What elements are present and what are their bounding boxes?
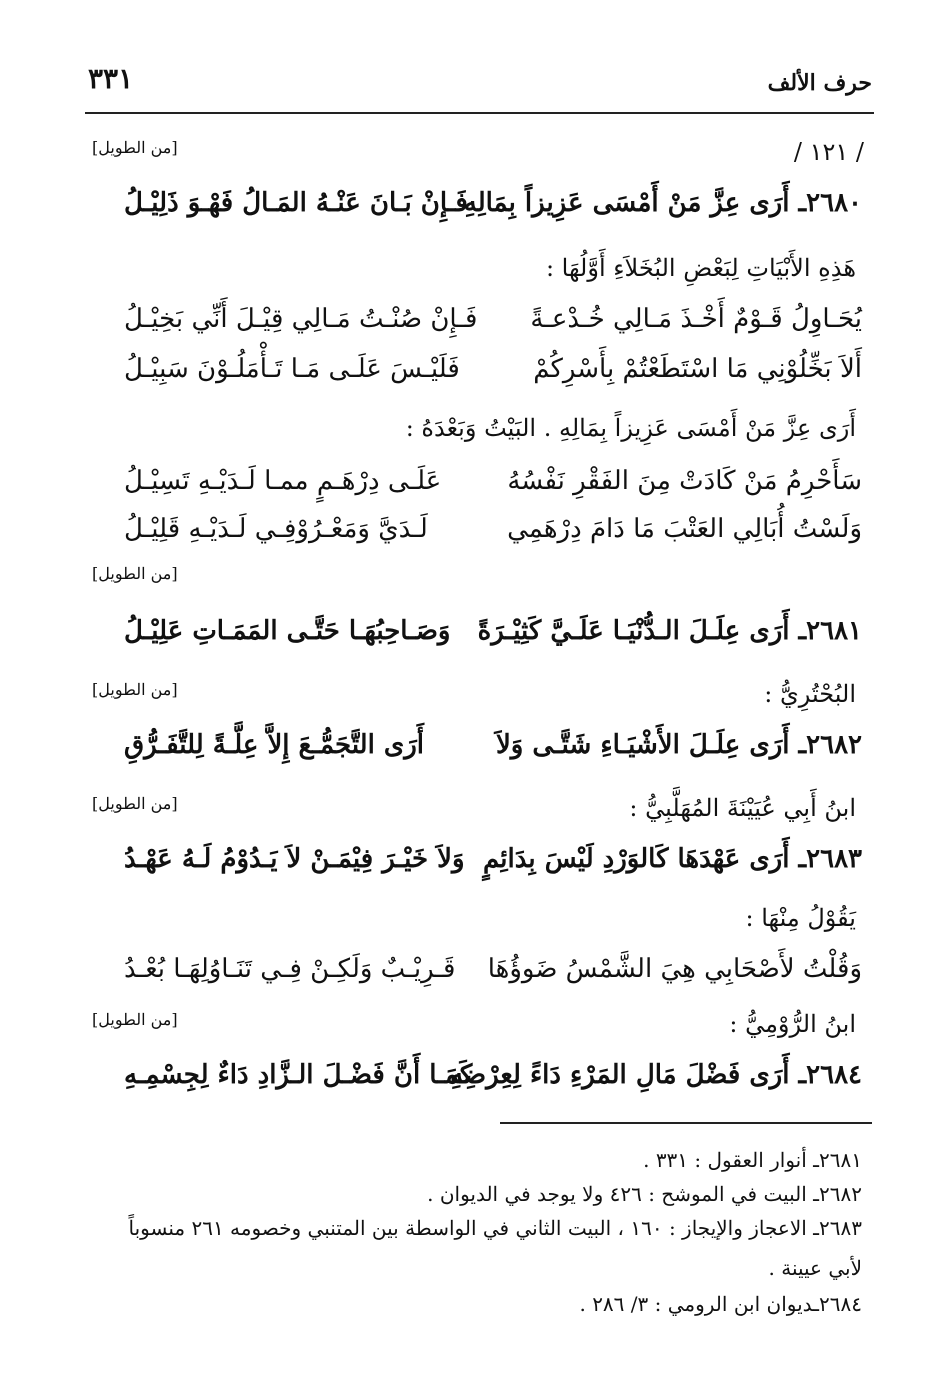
footnote-continuation: لأبي عيينة .: [768, 1256, 862, 1280]
meter-label: [من الطويل]: [92, 138, 178, 157]
footnote: ٢٦٨٤ـديوان ابن الرومي : ٣/ ٢٨٦ .: [579, 1292, 862, 1316]
verse-2680-second-hemistich: فَـإِنْ بَـانَ عَنْـهُ المَـالُ فَهْـوَ ذَلِيْـلُ: [124, 188, 468, 218]
intro-text: يَقُوْلُ مِنْهَا :: [745, 904, 856, 932]
poet-name: ابنُ الرُّوْمِيُّ :: [729, 1010, 856, 1038]
intro-text: أَرَى عِزَّ مَنْ أَمْسَى عَزِيزاً بِمَالِهِ . البَيْتُ وَبَعْدَهُ :: [405, 414, 856, 442]
verse-second-hemistich: فَـإِنْ صُنْـتُ مَـالِي قِيْـلَ أَنِّي بَخِيْـلُ: [124, 304, 478, 334]
footnote: ٢٦٨١ـ أنوار العقول : ٣٣١ .: [643, 1148, 862, 1172]
meter-label: [من الطويل]: [92, 564, 178, 583]
poet-name: ابنُ أَبِي عُيَيْنَةَ المُهَلَّبِيُّ :: [629, 794, 856, 822]
footnote-separator: [500, 1122, 872, 1124]
verse-2684-first-hemistich: ٢٦٨٤ـ أَرَى فَضْلَ مَالِ المَرْءِ دَاءً لِعِرْضِهِ: [450, 1060, 862, 1090]
chapter-title: حرف الألف: [767, 70, 872, 96]
verse-2684-second-hemistich: كَمَـا أَنَّ فَضْـلَ الـزَّادِ دَاءٌ لِجِسْمِـهِ: [124, 1060, 473, 1090]
verse-second-hemistich: لَـدَيَّ وَمَعْـرُوْفِـي لَـدَيْـهِ قَلِيْـلُ: [124, 514, 428, 544]
verse-second-hemistich: قَـرِيْـبٌ وَلَكِـنْ فِـي تَنَـاوُلِهَـا بُعْـدُ: [124, 954, 456, 984]
page-number: ٣٣١: [88, 62, 134, 95]
section-number: / ١٢١ /: [793, 138, 864, 166]
verse-2680-first-hemistich: ٢٦٨٠ـ أَرَى عِزَّ مَنْ أَمْسَى عَزِيزاً بِمَالِهِ: [463, 188, 862, 218]
verse-second-hemistich: فَلَيْـسَ عَلَـى مَـا تَـأْمَلُـوْنَ سَبِيْـلُ: [124, 354, 460, 384]
poet-name: البُحْتُرِيُّ :: [764, 680, 856, 708]
meter-label: [من الطويل]: [92, 680, 178, 699]
verse-2682-first-hemistich: ٢٦٨٢ـ أَرَى عِلَـلَ الأَشْيَـاءِ شَتَّـى وَلاَ: [495, 730, 862, 760]
verse-first-hemistich: أَلاَ بَخِّلُوْنِي مَا اسْتَطَعْتُمْ بِأَسْرِكُمْ: [533, 354, 862, 384]
verse-2681-first-hemistich: ٢٦٨١ـ أَرَى عِلَـلَ الـدُّنْيَـا عَلَـيَّ كَثِيْـرَةً: [477, 616, 862, 646]
verse-first-hemistich: وَلَسْتُ أُبَالِي العَتْبَ مَا دَامَ دِرْهَمِي: [507, 514, 862, 544]
footnote: ٢٦٨٣ـ الاعجاز والإيجاز : ١٦٠ ، البيت الثاني في الواسطة بين المتنبي وخصومه ٢٦١ منسوباً: [128, 1216, 862, 1240]
verse-first-hemistich: سَأَحْرِمُ مَنْ كَادَتْ مِنَ الفَقْرِ نَفْسُهُ: [507, 466, 862, 496]
verse-2681-second-hemistich: وَصَـاحِبُهَـا حَتَّـى المَمَـاتِ عَلِيْـلُ: [124, 616, 451, 646]
intro-text: هَذِهِ الأَبْيَاتِ لِبَعْضِ البُخَلاَءِ أَوَّلُهَا :: [545, 254, 856, 282]
verse-2683-first-hemistich: ٢٦٨٣ـ أَرَى عَهْدَهَا كَالوَرْدِ لَيْسَ بِدَائِمٍ: [483, 844, 862, 874]
verse-second-hemistich: عَلَـى دِرْهَـمٍ ممـا لَـدَيْـهِ تَسِيْـلُ: [124, 466, 442, 496]
header-rule: [85, 112, 874, 114]
verse-2682-second-hemistich: أَرَى التَّجَمُّـعَ إِلاَّ عِلَّـةً لِلتَّفَـرُّقِ: [124, 730, 424, 760]
verse-first-hemistich: يُحَـاوِلُ قَـوْمٌ أَخْـذَ مَـالِي خُـدْعـةً: [530, 304, 862, 334]
verse-first-hemistich: وَقُلْتُ لأَصْحَابِي هِيَ الشَّمْسُ ضَوؤُهَا: [487, 954, 862, 984]
verse-2683-second-hemistich: وَلاَ خَيْـرَ فِيْمَـنْ لاَ يَـدُوْمُ لَـهُ عَهْـدُ: [124, 844, 465, 874]
footnote: ٢٦٨٢ـ البيت في الموشح : ٤٢٦ ولا يوجد في الديوان .: [427, 1182, 862, 1206]
meter-label: [من الطويل]: [92, 1010, 178, 1029]
meter-label: [من الطويل]: [92, 794, 178, 813]
